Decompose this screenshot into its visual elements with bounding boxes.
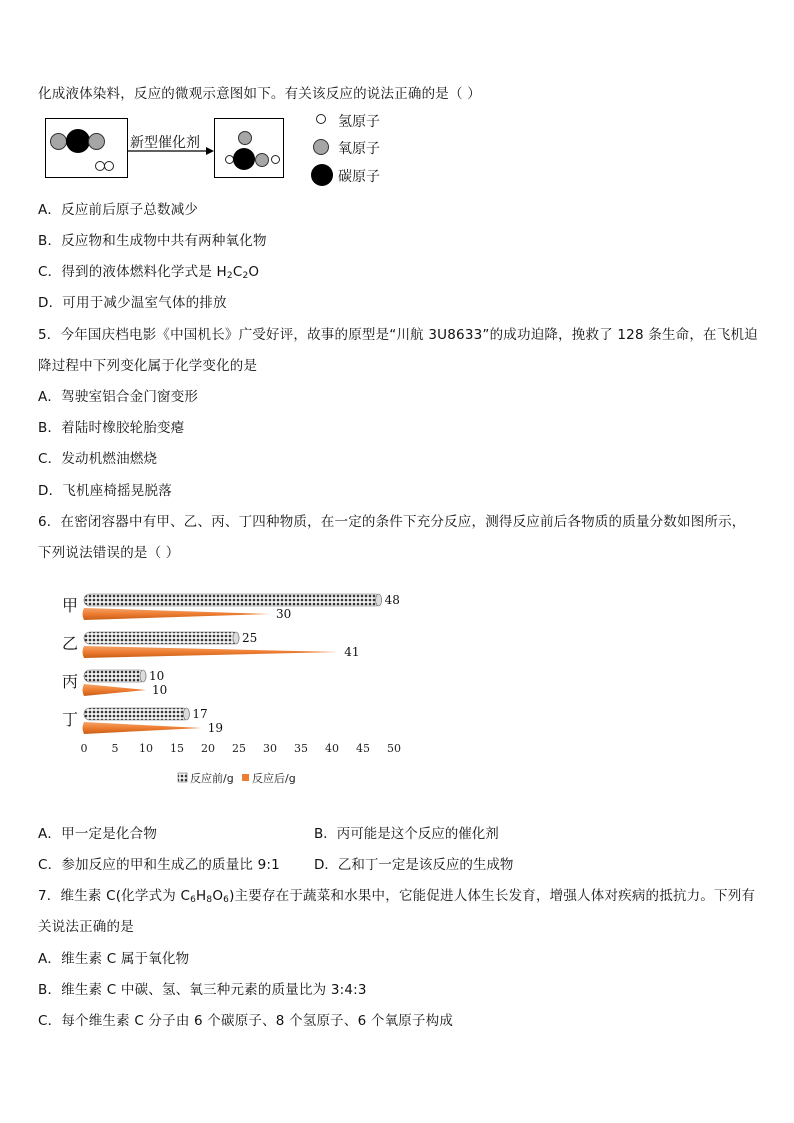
bar-after (83, 684, 147, 696)
oxygen-atom (255, 153, 269, 167)
carbon-atom (66, 129, 90, 153)
q7-stem-line2: 关说法正确的是 (38, 919, 134, 935)
category-label: 丙 (62, 672, 79, 691)
data-label-after: 30 (276, 607, 292, 621)
carbon-atom (233, 148, 255, 170)
q4-option-d: D．可用于减少温室气体的排放 (38, 295, 227, 311)
x-tick-label: 40 (325, 742, 339, 755)
bar-before-cap (233, 632, 239, 644)
bar-before-cap (376, 594, 382, 606)
data-label-after: 41 (344, 645, 360, 659)
carbon-legend-icon (311, 164, 333, 186)
bar-before (84, 670, 146, 682)
x-tick-label: 5 (111, 742, 119, 755)
x-tick-label: 15 (170, 742, 184, 755)
reactants-box (45, 118, 128, 178)
products-box (214, 118, 284, 178)
legend-before: 反应前/g (190, 772, 234, 785)
x-tick-label: 20 (201, 742, 215, 755)
x-tick-label: 45 (356, 742, 370, 755)
data-label-before: 48 (384, 593, 400, 607)
data-label-after: 19 (207, 721, 224, 735)
x-tick-label: 30 (263, 742, 277, 755)
bar-before (84, 708, 189, 720)
catalyst-label: 新型催化剂 (130, 135, 200, 151)
x-tick-label: 10 (139, 742, 153, 755)
mass-bar-chart (40, 582, 420, 797)
q5-option-b: B．着陆时橡胶轮胎变瘪 (38, 420, 185, 436)
q7-option-a: A．维生素 C 属于氧化物 (38, 951, 190, 967)
q6-option-a: A．甲一定是化合物 (38, 826, 158, 842)
q4-stem: 化成液体染料，反应的微观示意图如下。有关该反应的说法正确的是（ ） (38, 86, 481, 102)
q4-option-c: C．得到的液体燃料化学式是 $H_2C_2O$ (38, 264, 260, 281)
q5-stem-line1: 5．今年国庆档电影《中国机长》广受好评，故事的原型是“川航 3U8633”的成功迫降，挽救了 128 条生命，在飞机迫 (38, 327, 758, 343)
legend-swatch-before (178, 773, 187, 782)
category-label: 乙 (62, 634, 79, 653)
bar-after (83, 608, 271, 620)
oxygen-atom (88, 133, 105, 150)
data-label-before: 25 (242, 631, 258, 645)
hydrogen-atom (271, 155, 280, 164)
q5-option-a: A．驾驶室铝合金门窗变形 (38, 389, 199, 405)
bar-before (84, 632, 239, 644)
data-label-after: 10 (152, 683, 168, 697)
oxygen-atom (238, 131, 252, 145)
q6-stem-line2: 下列说法错误的是（ ） (38, 545, 180, 561)
x-tick-label: 50 (387, 742, 401, 755)
legend-hydrogen: 氢原子 (338, 114, 380, 130)
q6-option-d: D．乙和丁一定是该反应的生成物 (314, 857, 514, 873)
bar-after (83, 722, 202, 734)
hydrogen-atom (104, 161, 114, 171)
q7-option-b: B．维生素 C 中碳、氢、氧三种元素的质量比为 3:4:3 (38, 982, 367, 998)
q4-option-b: B．反应物和生成物中共有两种氧化物 (38, 233, 267, 249)
x-tick-label: 0 (80, 742, 88, 755)
reaction-arrow (126, 146, 216, 156)
bar-before (84, 594, 382, 606)
q5-stem-line2: 降过程中下列变化属于化学变化的是 (38, 358, 258, 374)
bar-before-cap (183, 708, 189, 720)
q6-option-b: B．丙可能是这个反应的催化剂 (314, 826, 499, 842)
q6-stem-line1: 6．在密闭容器中有甲、乙、丙、丁四种物质，在一定的条件下充分反应，测得反应前后各物质的质量分数如图所示， (38, 514, 746, 530)
q4-option-a: A．反应前后原子总数减少 (38, 202, 199, 218)
oxygen-legend-icon (313, 139, 329, 155)
q7-stem-line1: 7．维生素 C(化学式为 $C_6H_8O_6$)主要存在于蔬菜和水果中，它能促进人体生长发育，增强人体对疾病的抵抗力。下列有 (38, 888, 756, 905)
x-tick-label: 25 (232, 742, 246, 755)
category-label: 丁 (62, 710, 79, 729)
oxygen-atom (50, 133, 67, 150)
hydrogen-legend-icon (316, 114, 326, 124)
data-label-before: 17 (192, 707, 208, 721)
q6-option-c: C．参加反应的甲和生成乙的质量比 9:1 (38, 857, 280, 873)
bar-before-cap (140, 670, 146, 682)
x-tick-label: 35 (294, 742, 308, 755)
legend-swatch-after (242, 774, 249, 781)
q5-option-c: C．发动机燃油燃烧 (38, 451, 158, 467)
q5-option-d: D．飞机座椅摇晃脱落 (38, 483, 172, 499)
q7-option-c: C．每个维生素 C 分子由 6 个碳原子、8 个氢原子、6 个氧原子构成 (38, 1013, 454, 1029)
bar-after (83, 646, 339, 658)
legend-after: 反应后/g (252, 772, 296, 785)
category-label: 甲 (62, 596, 79, 615)
legend-oxygen: 氧原子 (338, 141, 380, 157)
legend-carbon: 碳原子 (338, 169, 380, 185)
data-label-before: 10 (149, 669, 165, 683)
